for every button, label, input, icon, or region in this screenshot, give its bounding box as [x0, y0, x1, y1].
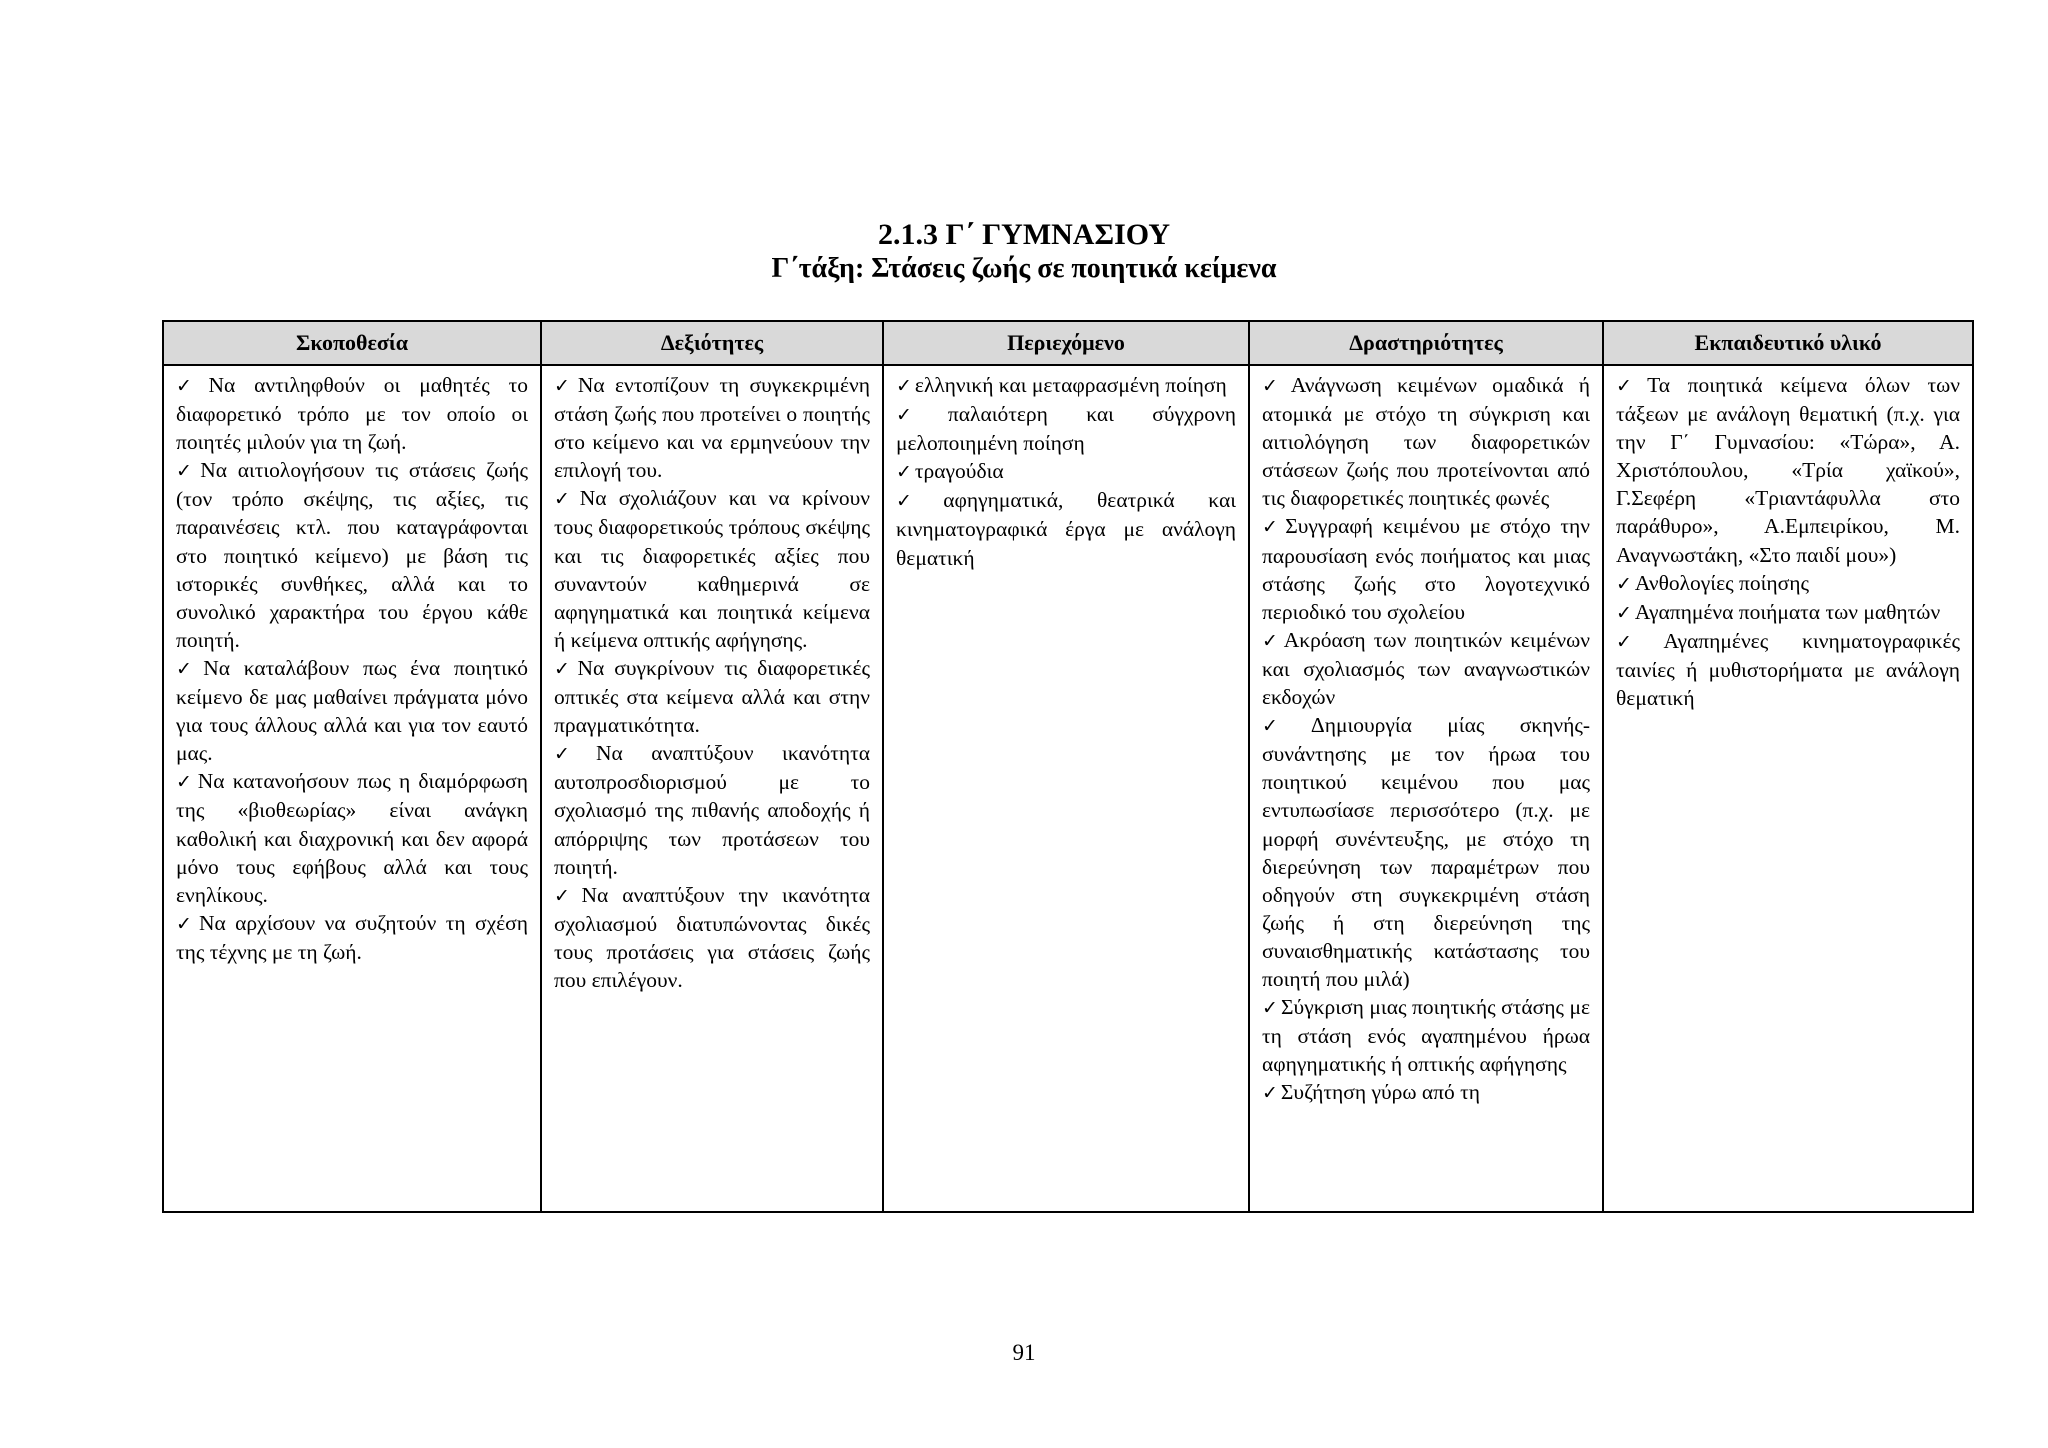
list-item: [176, 456, 528, 654]
cell-content: [883, 365, 1249, 1212]
header-materials: Εκπαιδευτικό υλικό: [1603, 321, 1973, 365]
check-icon: ✓: [554, 884, 579, 907]
check-icon: ✓: [1262, 715, 1308, 738]
header-activities: Δραστηριότητες: [1249, 321, 1603, 365]
list-item-text: ελληνική και μεταφρασμένη ποίηση: [914, 373, 1227, 397]
check-icon: ✓: [1616, 630, 1661, 653]
check-icon: ✓: [1262, 375, 1288, 397]
list-item-text: Να εντοπίζουν τη συγκεκριμένη στάση ζωής που προτείνει ο ποιητής στο κείμενο και να ερμηνεύουν την επιλογή του.: [554, 373, 870, 483]
check-icon: ✓: [554, 375, 575, 397]
check-icon: ✓: [1616, 601, 1632, 624]
list-item: [176, 767, 528, 908]
list-item: [1262, 371, 1590, 512]
check-icon: ✓: [176, 657, 201, 680]
list-item-text: Να συγκρίνουν τις διαφορετικές οπτικές στα κείμενα αλλά και στην πραγματικότητα.: [554, 655, 870, 738]
list-item-text: Ακρόαση των ποιητικών κειμένων και σχολιασμός των αναγνωστικών εκδοχών: [1262, 627, 1590, 710]
list-item: [1616, 569, 1960, 598]
list-item: [176, 371, 528, 456]
list-item: [554, 371, 870, 484]
section-subtitle: Γ΄τάξη: Στάσεις ζωής σε ποιητικά κείμενα: [771, 253, 1277, 284]
list-item-text: τραγούδια: [914, 459, 1004, 484]
list-item-text: Συζήτηση γύρω από τη: [1280, 1080, 1481, 1105]
check-icon: ✓: [896, 375, 912, 397]
list-item: [554, 654, 870, 739]
list-item: [554, 739, 870, 880]
list-item-text: Συγγραφή κειμένου με στόχο την παρουσίαση ενός ποιήματος και μιας στάσης ζωής στο λογοτεχνικό περιοδικό του σχολείου: [1262, 514, 1590, 624]
cell-materials: [1603, 365, 1973, 1212]
list-item-text: Ανάγνωση κειμένων ομαδικά ή ατομικά με στόχο τη σύγκριση και αιτιολόγηση των διαφορετικών στάσεων ζωής που προτείνονται από τις διαφορετικές ποιητικές φωνές: [1262, 373, 1590, 511]
list-item-text: αφηγηματικά, θεατρικά και κινηματογραφικά έργα με ανάλογη θεματική: [896, 488, 1236, 570]
list-item-text: παλαιότερη και σύγχρονη μελοποιημένη ποίηση: [896, 402, 1236, 456]
list-item: [1262, 993, 1590, 1078]
list-item: [176, 909, 528, 966]
list-item-text: Να αρχίσουν να συζητούν τη σχέση της τέχνης με τη ζωή.: [176, 910, 528, 964]
list-item: [176, 654, 528, 767]
list-item: [1616, 598, 1960, 627]
list-item-text: Τα ποιητικά κείμενα όλων των τάξεων με ανάλογη θεματική (π.χ. για την Γ΄ Γυμνασίου: «Τώρα», Α. Χριστόπουλου, «Τρία χαϊκού», Γ.Σεφέρη «Τριαντάφυλλα στο παράθυρο», Α.Εμπειρίκου, Μ. Αναγνωστάκη, «Στο παιδί μου»): [1616, 373, 1960, 567]
list-item: [896, 400, 1236, 457]
curriculum-table: [162, 320, 1974, 1213]
header-content: Περιεχόμενο: [883, 321, 1249, 365]
check-icon: ✓: [554, 657, 575, 680]
check-icon: ✓: [896, 404, 945, 427]
list-item-text: Να αναπτύξουν την ικανότητα σχολιασμού διατυπώνοντας δικές τους προτάσεις για στάσεις ζωής που επιλέγουν.: [554, 882, 870, 992]
list-item-text: Να αιτιολογήσουν τις στάσεις ζωής (τον τρόπο σκέψης, τις αξίες, τις παραινέσεις κτλ. που καταγράφονται στο ποιητικό κείμενο) με βάση τις ιστορικές συνθήκες, αλλά και το συνολικό χαρακτήρα του έργου κάθε ποιητή.: [176, 458, 528, 652]
cell-skills: [541, 365, 883, 1212]
list-item-text: Δημιουργία μίας σκηνής-συνάντησης με τον ήρωα του ποιητικού κειμένου που μας εντυπωσίασε περισσότερο (π.χ. με μορφή συνέντευξης, με στόχο τη διερεύνηση των παραμέτρων που οδηγούν στη συγκεκριμένη στάση ζωής ή στη διερεύνηση της συναισθηματικής κατάστασης του ποιητή που μιλά): [1262, 713, 1590, 991]
check-icon: ✓: [1262, 629, 1281, 652]
list-item: [896, 371, 1236, 400]
check-icon: ✓: [1262, 997, 1279, 1020]
table-row: [163, 365, 1973, 1212]
check-icon: ✓: [896, 490, 941, 513]
list-item: [1616, 371, 1960, 569]
section-title: 2.1.3 Γ΄ ΓΥΜΝΑΣΙΟΥ: [878, 218, 1170, 251]
check-icon: ✓: [176, 460, 198, 483]
check-icon: ✓: [176, 912, 196, 935]
list-item: [554, 484, 870, 654]
check-icon: ✓: [896, 461, 912, 484]
check-icon: ✓: [554, 743, 594, 766]
list-item-text: Να καταλάβουν πως ένα ποιητικό κείμενο δε μας μαθαίνει πράγματα μόνο για τους άλλους αλλά και για τον εαυτό μας.: [176, 655, 528, 766]
check-icon: ✓: [1262, 1082, 1278, 1105]
list-item: [554, 881, 870, 994]
page-number: 91: [1012, 1340, 1036, 1365]
check-icon: ✓: [1262, 516, 1283, 539]
list-item-text: Να σχολιάζουν και να κρίνουν τους διαφορετικούς τρόπους σκέψης και τις διαφορετικές αξίες που συναντούν καθημερινά σε αφηγηματικά και ποιητικά κείμενα ή κείμενα οπτικής αφήγησης.: [554, 486, 870, 652]
cell-goals: [163, 365, 541, 1212]
header-goals: Σκοποθεσία: [163, 321, 541, 365]
list-item: [1616, 627, 1960, 712]
list-item-text: Αγαπημένες κινηματογραφικές ταινίες ή μυθιστορήματα με ανάλογη θεματική: [1616, 628, 1960, 711]
list-item: [896, 486, 1236, 571]
list-item: [1262, 512, 1590, 625]
list-item: [1262, 1078, 1590, 1107]
list-item: [1262, 711, 1590, 993]
list-item-text: Ανθολογίες ποίησης: [1634, 570, 1809, 595]
list-item-text: Να κατανοήσουν πως η διαμόρφωση της «βιοθεωρίας» είναι ανάγκη καθολική και διαχρονική και δεν αφορά μόνο τους εφήβους αλλά και τους ενηλίκους.: [176, 769, 528, 907]
check-icon: ✓: [1616, 375, 1645, 397]
header-skills: Δεξιότητες: [541, 321, 883, 365]
list-item: [1262, 626, 1590, 711]
list-item: [896, 457, 1236, 486]
check-icon: ✓: [554, 488, 577, 511]
check-icon: ✓: [176, 375, 206, 397]
check-icon: ✓: [1616, 572, 1632, 595]
list-item-text: Να αναπτύξουν ικανότητα αυτοπροσδιορισμού με το σχολιασμό της πιθανής αποδοχής ή απόρριψης των προτάσεων του ποιητή.: [554, 741, 870, 879]
page-heading: [0, 218, 2048, 286]
list-item-text: Σύγκριση μιας ποιητικής στάσης με τη στάση ενός αγαπημένου ήρωα αφηγηματικής ή οπτικής αφήγησης: [1262, 995, 1590, 1077]
cell-activities: [1249, 365, 1603, 1212]
check-icon: ✓: [176, 771, 195, 794]
table-header-row: [163, 321, 1973, 365]
list-item-text: Να αντιληφθούν οι μαθητές το διαφορετικό τρόπο με τον οποίο οι ποιητές μιλούν για τη ζωή.: [176, 373, 528, 455]
list-item-text: Αγαπημένα ποιήματα των μαθητών: [1634, 599, 1941, 624]
